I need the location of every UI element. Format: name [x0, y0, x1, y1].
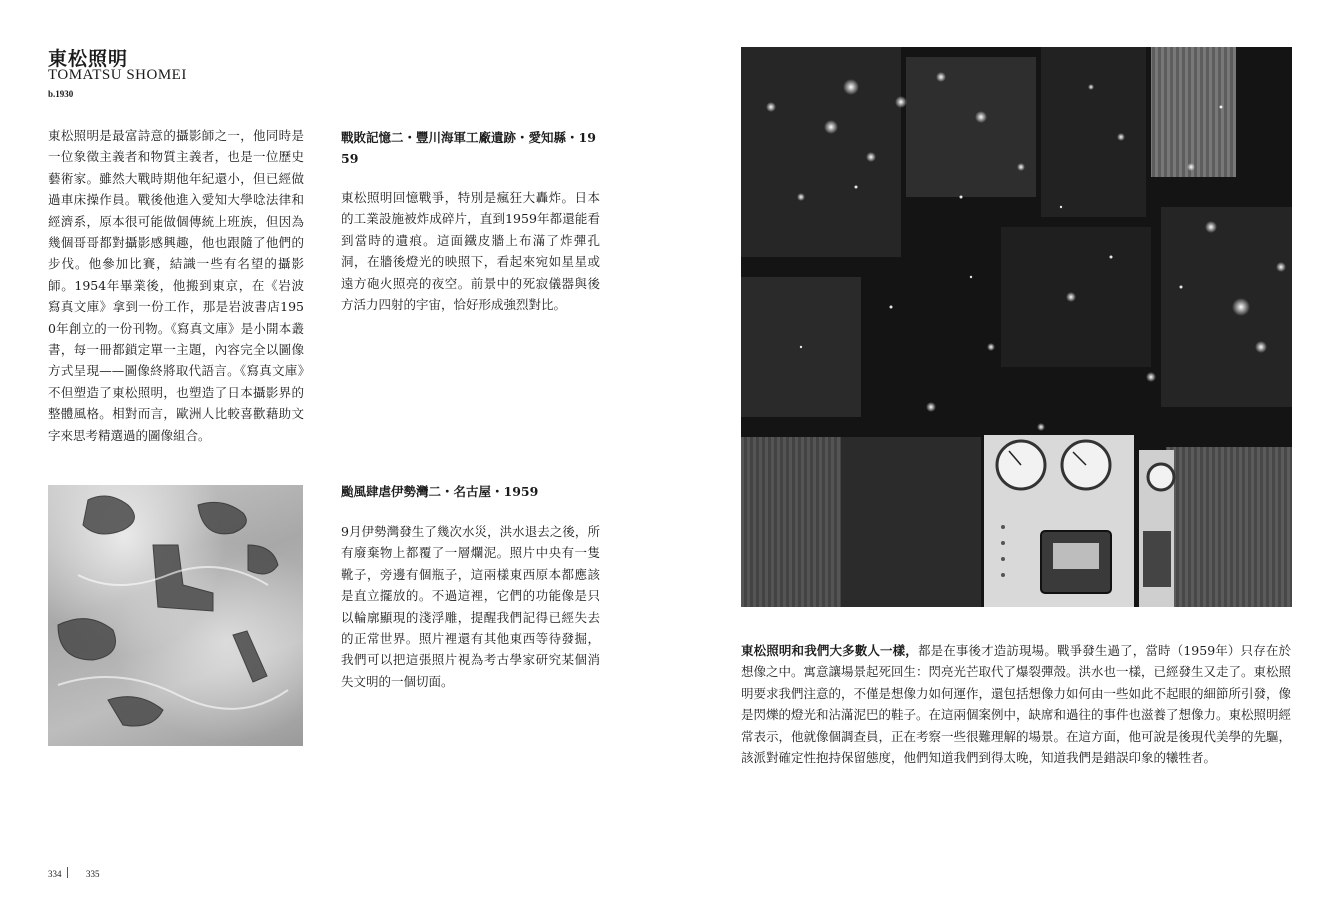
section1-heading: 戰敗記憶二・豐川海軍工廠遺跡・愛知縣・1959	[341, 130, 596, 167]
birth-year: b.1930	[48, 89, 74, 99]
essay-paragraph	[741, 640, 1291, 768]
page-number-separator	[67, 867, 68, 878]
bombed-wall-photo	[741, 47, 1292, 607]
section2-paragraph: 9月伊勢灣發生了幾次水災，洪水退去之後，所有廢棄物上都覆了一層爛泥。照片中央有一隻靴子，旁邊有個瓶子，這兩樣東西原本都應該是直立擺放的。不過這裡，它們的功能像是只以輪廓顯現的淺浮雕，提醒我們記得已經失去的正常世界。照片裡還有其他東西等待發掘，我們可以把這張照片視為考古學家研究某個消失文明的一個切面。	[341, 524, 600, 689]
page-number-left: 334	[48, 869, 62, 879]
page-number-right: 335	[86, 869, 100, 879]
flood-mud-photo-art	[48, 485, 303, 746]
section1-paragraph: 東松照明回憶戰爭，特別是瘋狂大轟炸。日本的工業設施被炸成碎片，直到1959年都還能看到當時的遺痕。這面鐵皮牆上布滿了炸彈孔洞，在牆後燈光的映照下，看起來宛如星星或遠方砲火照亮的夜空。前景中的死寂儀器與後方活力四射的宇宙，恰好形成強烈對比。	[341, 190, 600, 313]
intro-paragraph: 東松照明是最富詩意的攝影師之一，他同時是一位象徵主義者和物質主義者，也是一位歷史藝術家。雖然大戰時期他年紀還小，但已經做過車床操作員。戰後他進入愛知大學唸法律和經濟系，原本很可能做個傳統上班族，但因為幾個哥哥都對攝影感興趣，他也跟隨了他們的步伐。他參加比賽，結識一些有名望的攝影師。1954年畢業後，他搬到東京，在《岩波寫真文庫》拿到一份工作，那是岩波書店1950年創立的一份刊物。《寫真文庫》是小開本叢書，每一冊都鎖定單一主題，內容完全以圖像方式呈現——圖像終將取代語言。《寫真文庫》不但塑造了東松照明，也塑造了日本攝影界的整體風格。相對而言，歐洲人比較喜歡藉助文字來思考精選過的圖像組合。	[48, 128, 304, 443]
flood-mud-photo	[48, 485, 303, 746]
essay-text: 都是在事後才造訪現場。戰爭發生過了，當時（1959年）只存在於想像之中。寓意讓場景起死回生：閃亮光芒取代了爆裂彈殼。洪水也一樣，已經發生又走了。東松照明要求我們注意的，不僅是想像力如何運作，還包括想像力如何由一些如此不起眼的細節所引發，像是閃爍的燈光和沾滿泥巴的鞋子。在這兩個案例中，缺席和過往的事件也滋養了想像力。東松照明經常表示，他就像個調查員，正在考察一些很難理解的場景。在這方面，他可說是後現代美學的先驅，該派對確定性抱持保留態度，他們知道我們到得太晚，知道我們是錯誤印象的犧牲者。	[741, 643, 1292, 766]
section2-heading: 颱風肆虐伊勢灣二・名古屋・1959	[341, 484, 539, 499]
photographer-name-chinese: 東松照明	[48, 48, 129, 70]
photographer-name-english: TOMATSU SHOMEI	[48, 67, 187, 83]
essay-lead: 東松照明和我們大多數人一樣，	[741, 643, 918, 658]
bombed-wall-photo-art	[741, 47, 1292, 607]
